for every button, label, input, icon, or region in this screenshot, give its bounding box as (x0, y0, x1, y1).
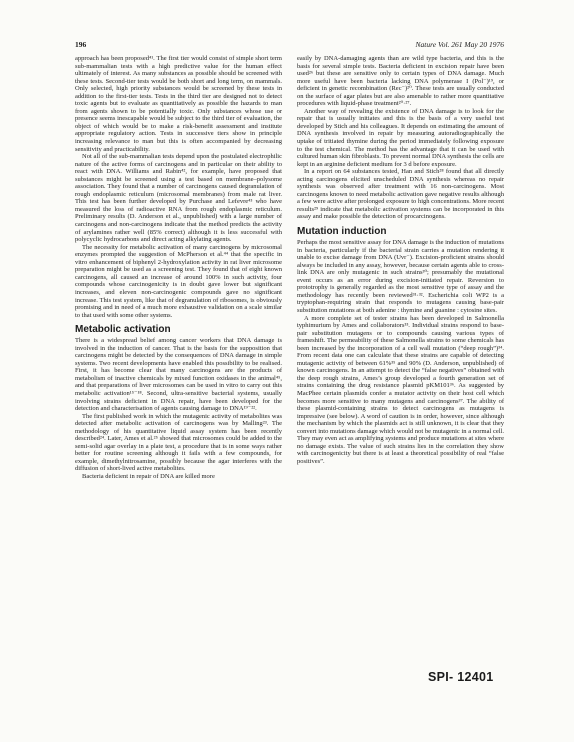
page-number: 196 (75, 40, 87, 49)
section-heading-metabolic-activation: Metabolic activation (75, 324, 171, 336)
paragraph: There is a widespread belief among cancer workers that DNA damage is involved in the induction of cancer. That is the basis for the supposition that carcinogens might be detected by the consequences of DNA damage in simple systems. Two recent developments have enabled this possibility to be realised. First, it has become clear that many carcinogens are the products of metabolism of inactive chemicals by mixed function oxidases in the animal⁴⁵, and that preparations of liver microsomes can be used in vitro to carry out this metabolic activation¹⁵⁻¹⁸. Second, ultra-sensitive bacterial systems, usually involving strains deficient in DNA repair, have been developed for the detection and characterisation of agents causing damage to DNA¹⁹⁻²². (75, 337, 282, 413)
paragraph: A more complete set of tester strains has been developed in Salmonella typhimurium by Ames and collaborators³³. Individual strains respond to base-pair substitution mutagens or to compounds causing various types of frameshift. The permeability of these Salmonella strains to some chemicals has been increased by the incorporation of a cell wall mutation (“deep rough”)³⁴. From recent data one can calculate that these strains are capable of detecting mutagenic activity of between 61%³⁵ and 90% (D. Anderson, unpublished) of known carcinogens. In an attempt to detect the “false negatives” obtained with the deep rough strains, Ames’s group developed a fourth generation set of strains containing the drug resistance plasmid pKM101³⁶. As suggested by MacPhee certain plasmids confer a mutator activity on their host cell which becomes more sensitive to many mutagens and carcinogens³⁷. The ability of these plasmid-containing strains to detect carcinogens as mutagens is impressive (see below). A word of caution is in order, however, since although the mechanism by which the plasmids act is still unknown, it is clear that they convert into mutations damage which would not be mutagenic in a normal cell. They may even act as amplifying systems and produce mutations at sites where no damage exists. The value of such strains lies in the correlation they show with carcinogenicity but there is at least a theoretical possibility of real “false positives”. (297, 314, 504, 465)
paragraph: Perhaps the most sensitive assay for DNA damage is the induction of mutations in bacteria, particularly if the bacterial strain carries a mutation rendering it unable to excise damage from DNA (Uvr⁻). Excision-proficient strains should always be included in any assay, however, because certain agents able to cross-link DNA are only mutagenic in such strains³⁰; presumably the mutational event occurs as an error during excision-initiated repair. Reversion to prototrophy is generally regarded as the most sensitive type of assay and the methodology has recently been reviewed³¹·³². Escherichia coli WP2 is a tryptophan-requiring strain that responds to mutagens causing base-pair substitution mutations at both adenine : thymine and guanine : cytosine sites. (297, 239, 504, 314)
paragraph: easily by DNA-damaging agents than are wild type bacteria, and this is the basis for several simple tests. Bacteria deficient in excision repair have been used²⁶ but these are sensitive only to certain types of DNA damage. Much more useful have been bacteria lacking DNA polymerase I (Pol⁻)¹⁹, or deficient in genetic recombination (Rec⁻)²⁰. These tests are usually conducted on the surface of agar plates but are also amenable to rather more quantitative procedures with liquid-phase treatment²⁰·²⁷. (297, 55, 504, 108)
paragraph: The first published work in which the mutagenic activity of metabolites was detected after metabolic activation of carcinogens was by Malling²³. The methodology of his quantitative liquid assay system has been recently described²⁴. Later, Ames et al.²⁵ showed that microsomes could be added to the semi-solid agar overlay in a plate test, a procedure that is in some ways rather better for routine screening although it fails with a few compounds, for example, dimethylnitrosamine, possibly because the agar interferes with the diffusion of short-lived active metabolites. (75, 412, 282, 473)
left-column (75, 55, 282, 481)
paragraph: Not all of the sub-mammalian tests depend upon the postulated electrophilic nature of the active forms of carcinogens and in particular on their ability to react with DNA. Williams and Rabin⁴², for example, have proposed that substances might be screened using a test based on membrane–polysome association. They found that a number of carcinogens caused degranulation of rough endoplasmic reticulum (microsomal membranes) from male rat liver. This test has been further developed by Purchase and Lefevre⁴³ who have measured the loss of radioactive RNA from rough endoplasmic reticulum. Preliminary results (D. Anderson et al., unpublished) with a large number of carcinogens and non-carcinogens indicate that the method predicts the activity of arylamines rather well (85% correct) although it is less successful with polycyclic hydrocarbons and direct acting alkylating agents. (75, 153, 282, 244)
paragraph: In a report on 64 substances tested, Han and Stich²⁸ found that all directly acting carcinogens elicited unscheduled DNA synthesis whereas no repair synthesis was observed after treatment with 16 non-carcinogens. Most carcinogens known to need metabolic activation gave negative results although a few were active after prolonged exposure to high concentrations. More recent results²⁹ indicate that metabolic activation systems can be incorporated in this assay and make possible the detection of procarcinogens. (297, 168, 504, 221)
paragraph: approach has been proposed⁴¹. The first tier would consist of simple short term sub-mammalian tests with a high predictive value for the human effect ultimately of interest. As many substances as possible should be screened with these tests. Second-tier tests would be both short and long term, on mammals. Only selected, high priority substances would be screened by these tests in addition to the first-tier tests. Tests in the third tier are designed not to detect toxic agents but to evaluate as quantitatively as possible the hazards to man from agents shown to be potentially toxic. Only substances whose use or presence seems inescapable would be subject to the third tier of evaluation, the object of which would be to make a risk-benefit assessment and institute appropriate regulatory action. Tests in successive tiers show in principle increasing relevance to man but this is often accompanied by decreasing sensitivity and practicability. (75, 55, 282, 153)
right-column (297, 55, 504, 465)
document-stamp: SPI- 12401 (428, 670, 494, 684)
paragraph: The necessity for metabolic activation of many carcinogens by microsomal enzymes prompted the suggestion of McPherson et al.⁴⁴ that the specific in vitro enhancement of biphenyl 2-hydroxylation activity in rat liver microsome preparation might be used as a screening test. They found that of eight known carcinogens, all caused an increase of around 100% in such activity, four compounds whose carcinogenicity is in doubt gave lower but significant increases, and eleven non-carcinogenic compounds gave no significant increase. This test system, like that of degranulation of ribosomes, is obviously promising and in need of a much more exhaustive validation on a scale similar to that used with some other systems. (75, 243, 282, 319)
paragraph: Bacteria deficient in repair of DNA are killed more (82, 472, 215, 480)
journal-header: Nature Vol. 261 May 20 1976 (415, 40, 504, 49)
paragraph: Another way of revealing the existence of DNA damage is to look for the repair that is usually initiates and this is the basis of a very useful test developed by Stich and his colleagues. It depends on estimating the amount of DNA synthesis involved in repair by measuring autoradiographically the uptake of tritiated thymine during the period immediately following exposure to the test chemical. The method has the advantage that it can be used with cultured human skin fibroblasts. To prevent normal DNA synthesis the cells are kept in an arginine deficient medium for 3 d before exposure. (297, 107, 504, 168)
section-heading-mutation-induction: Mutation induction (297, 226, 387, 238)
